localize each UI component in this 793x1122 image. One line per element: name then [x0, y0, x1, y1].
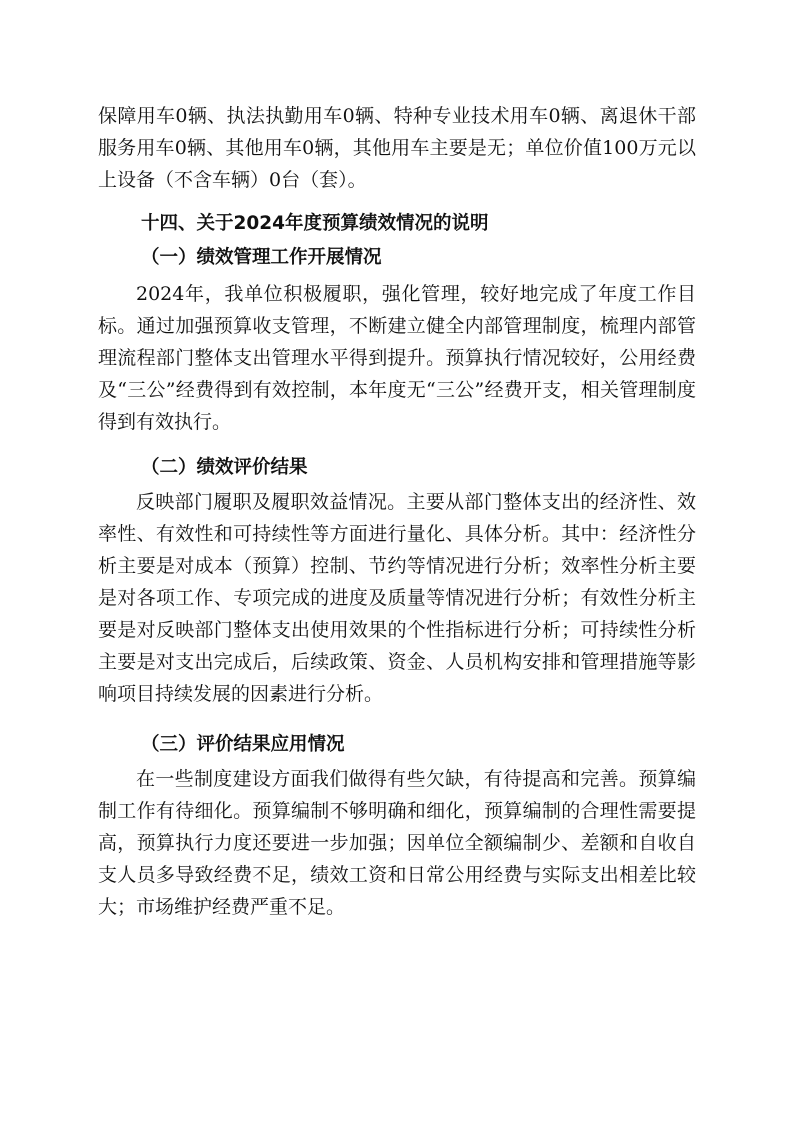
vehicle-paragraph: 保障用车0辆、执法执勤用车0辆、特种专业技术用车0辆、离退休干部服务用车0辆、其他用车0辆，其他用车主要是无；单位价值100万元以上设备（不含车辆）0台（套）。 — [98, 105, 696, 191]
section-heading-14: 十四、关于2024年度预算绩效情况的说明 — [141, 213, 489, 234]
evaluation-results-paragraph: 反映部门履职及履职效益情况。主要从部门整体支出的经济性、效率性、有效性和可持续性等方面进行量化、具体分析。其中：经济性分析主要是对成本（预算）控制、节约等情况进行分析；效率性分析主要是对各项工作、专项完成的进度及质量等情况进行分析；有效性分析主要是对反映部门整体支出使用效果的个性指标进行分析；可持续性分析主要是对支出完成后，后续政策、资金、人员机构安排和管理措施等影响项目持续发展的因素进行分析。 — [98, 491, 696, 705]
subheading-evaluation-results: （二）绩效评价结果 — [141, 457, 308, 478]
subheading-performance-management: （一）绩效管理工作开展情况 — [141, 247, 382, 268]
performance-management-paragraph: 2024年，我单位积极履职，强化管理，较好地完成了年度工作目标。通过加强预算收支管理，不断建立健全内部管理制度，梳理内部管理流程部门整体支出管理水平得到提升。预算执行情况较好，公用经费及“三公”经费得到有效控制，本年度无“三公”经费开支，相关管理制度得到有效执行。 — [98, 283, 696, 433]
results-application-paragraph: 在一些制度建设方面我们做得有些欠缺，有待提高和完善。预算编制工作有待细化。预算编制不够明确和细化，预算编制的合理性需要提高，预算执行力度还要进一步加强；因单位全额编制少、差额和自收自支人员多导致经费不足，绩效工资和日常公用经费与实际支出相差比较大；市场维护经费严重不足。 — [98, 768, 696, 918]
subheading-results-application: （三）评价结果应用情况 — [141, 734, 345, 755]
